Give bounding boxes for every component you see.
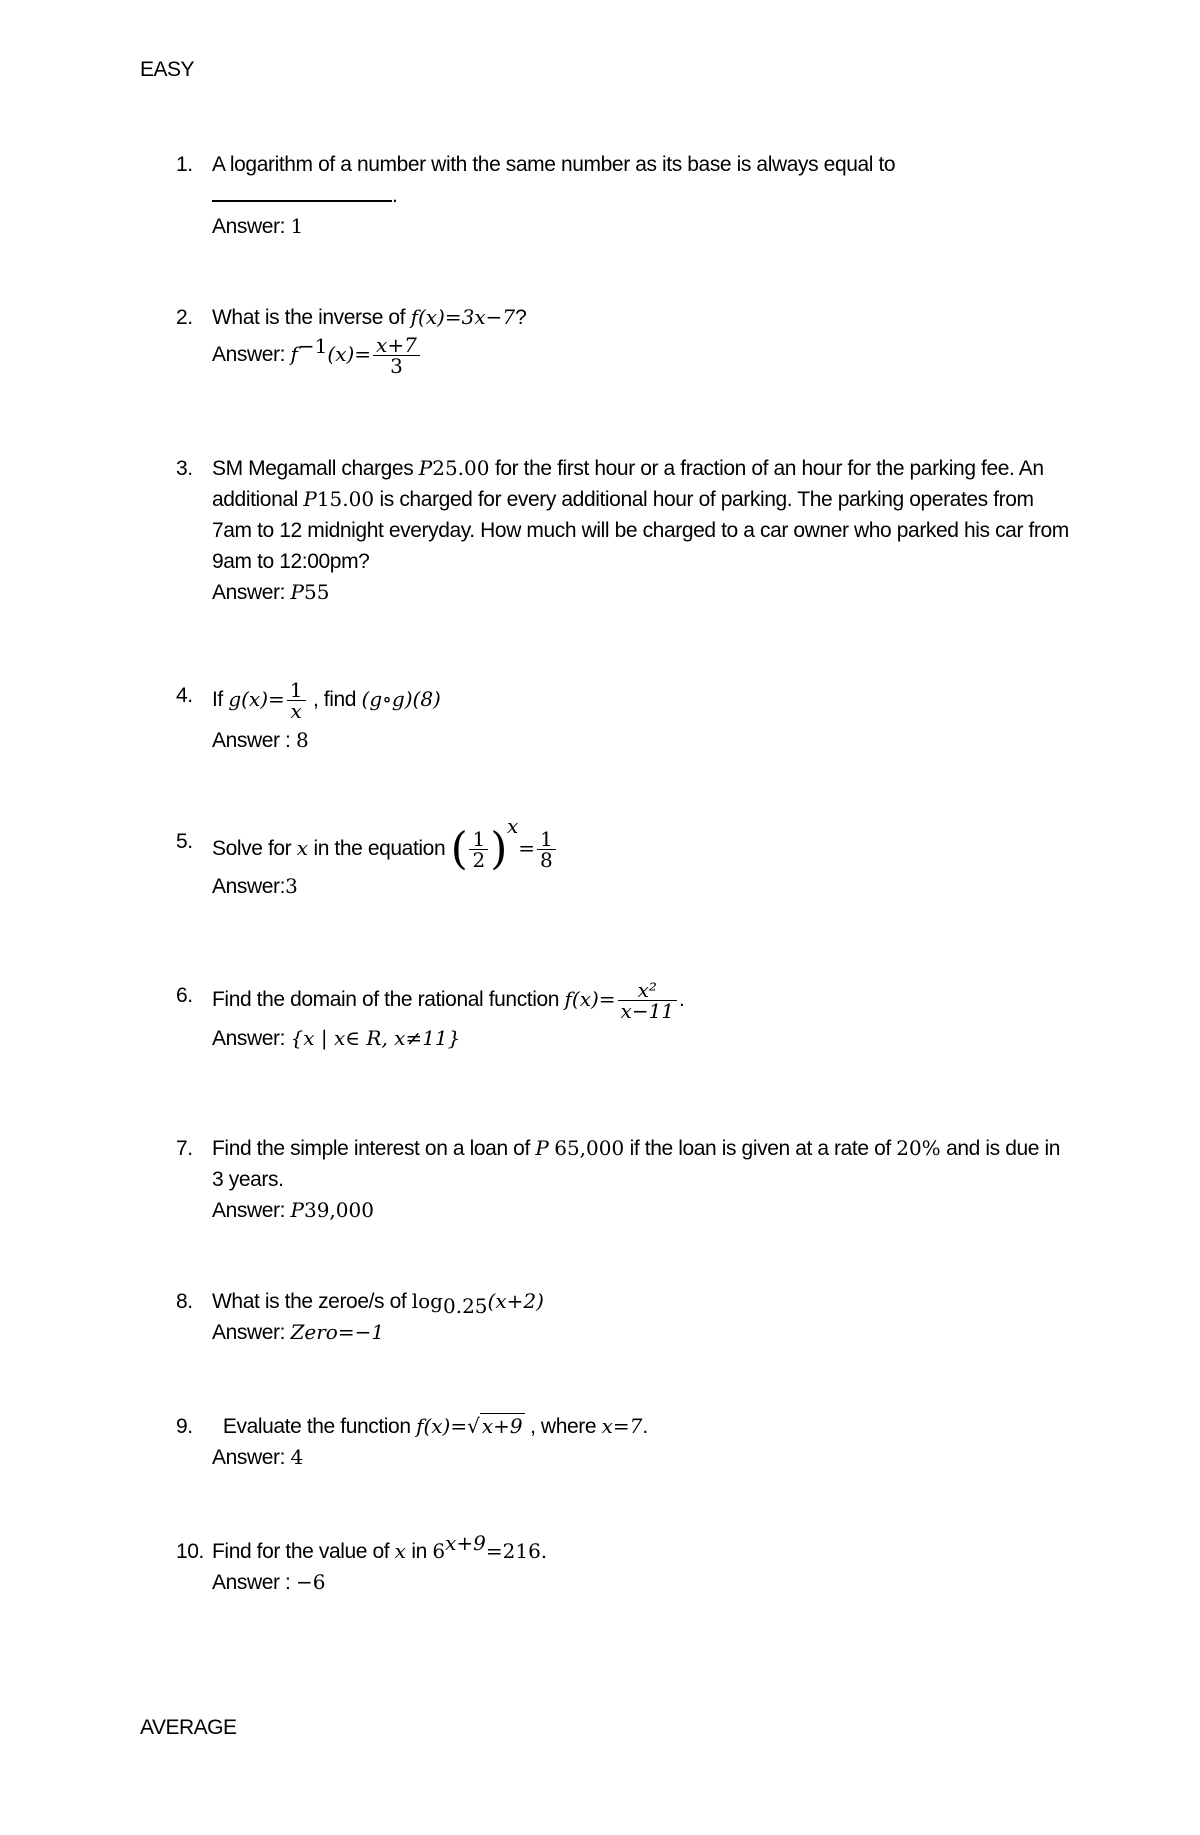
answer-label: Answer:: [212, 343, 286, 367]
answer-value: 1: [290, 214, 304, 238]
answer-value: Zero=−1: [290, 1320, 385, 1344]
answer-value: −6: [295, 1570, 326, 1594]
math-fraction: $\frac{1}{x}$: [287, 680, 306, 721]
answer-label: Answer:: [212, 581, 286, 604]
question-number: 8.: [176, 1290, 193, 1313]
question-number: 5.: [176, 830, 193, 853]
answer-label: Answer :: [212, 729, 291, 752]
question-number: 4.: [176, 684, 193, 707]
question-text: A logarithm of a number with the same number as its base is always equal to: [212, 153, 896, 176]
section-heading-easy: EASY: [140, 58, 195, 81]
answer-value: 39,000: [303, 1198, 374, 1222]
question-2: 2. What is the inverse of f(x)=3x−7? Answer: $f^{-1}(x)=$ $\frac{x+7}{3}$: [176, 302, 1076, 376]
answer-blank: [212, 188, 392, 202]
question-4: 4. If g(x)= $\frac{1}{x}$ , find (g∘g)(8) Answer : 8: [176, 678, 441, 752]
answer-value: 4: [290, 1445, 304, 1469]
question-5: 5. Solve for x in the equation ( $\frac{1}{2}$ )$^x$= $\frac{1}{8}$ Answer:3: [176, 826, 1076, 902]
question-9: 9. Evaluate the function f(x)=√ x+9 , where x=7. Answer: 4: [176, 1411, 1076, 1473]
math-fraction: $\frac{\text{x²}}{x-11}$: [618, 980, 678, 1021]
answer-label: Answer:: [212, 1027, 286, 1050]
question-number: 9.: [176, 1415, 193, 1438]
question-8: 8. What is the zeroe/s of $\log_{0.25}(x+2)$ Answer: Zero=−1: [176, 1286, 1076, 1348]
answer-fraction: $\frac{x+7}{3}$: [373, 335, 420, 376]
question-number: 2.: [176, 306, 193, 329]
question-1: 1. A logarithm of a number with the same number as its base is always equal to . Answer: 1: [176, 149, 1076, 242]
answer-label: Answer :: [212, 1571, 291, 1594]
answer-value: 8: [295, 728, 309, 752]
question-3: 3. SM Megamall charges P25.00 for the first hour or a fraction of an hour for the parking fee. An additional P15.00 is charged for every additional hour of parking. The parking operates from 7am to 12 midnight everyday. How much will be charged to a car owner who parked his car from 9am to 12:00pm? Answer: P55: [176, 453, 1076, 608]
question-number: 6.: [176, 984, 193, 1007]
rhs-fraction: $\frac{1}{8}$: [537, 829, 556, 870]
question-6: 6. Find the domain of the rational function f(x)= $\frac{\text{x²}}{x-11}$ . Answer: {x | x∈ R, x≠11}: [176, 978, 685, 1050]
answer-label: Answer:: [212, 215, 286, 238]
answer-label: Answer:: [212, 1446, 286, 1469]
radicand: x+9: [481, 1414, 523, 1438]
answer-label: Answer:: [212, 1321, 286, 1344]
answer-value: {x | x∈ R, x≠11}: [290, 1026, 461, 1050]
section-heading-average: AVERAGE: [140, 1716, 237, 1739]
answer-value: 55: [303, 580, 330, 604]
math-expression: f(x)=3x−7: [410, 305, 516, 329]
answer-value: 3: [285, 874, 298, 899]
answer-label: Answer:: [212, 875, 286, 899]
question-number: 1.: [176, 153, 193, 176]
question-number: 10.: [176, 1540, 204, 1563]
question-number: 3.: [176, 457, 193, 480]
base-fraction: $\frac{1}{2}$: [469, 829, 488, 870]
question-number: 7.: [176, 1137, 193, 1160]
answer-label: Answer:: [212, 1199, 286, 1222]
question-7: 7. Find the simple interest on a loan of P 65,000 if the loan is given at a rate of 20% and is due in 3 years. Answer: P39,000: [176, 1133, 1076, 1226]
question-10: 10. Find for the value of x in $6^{x+9}=216$. Answer : −6: [176, 1531, 548, 1594]
